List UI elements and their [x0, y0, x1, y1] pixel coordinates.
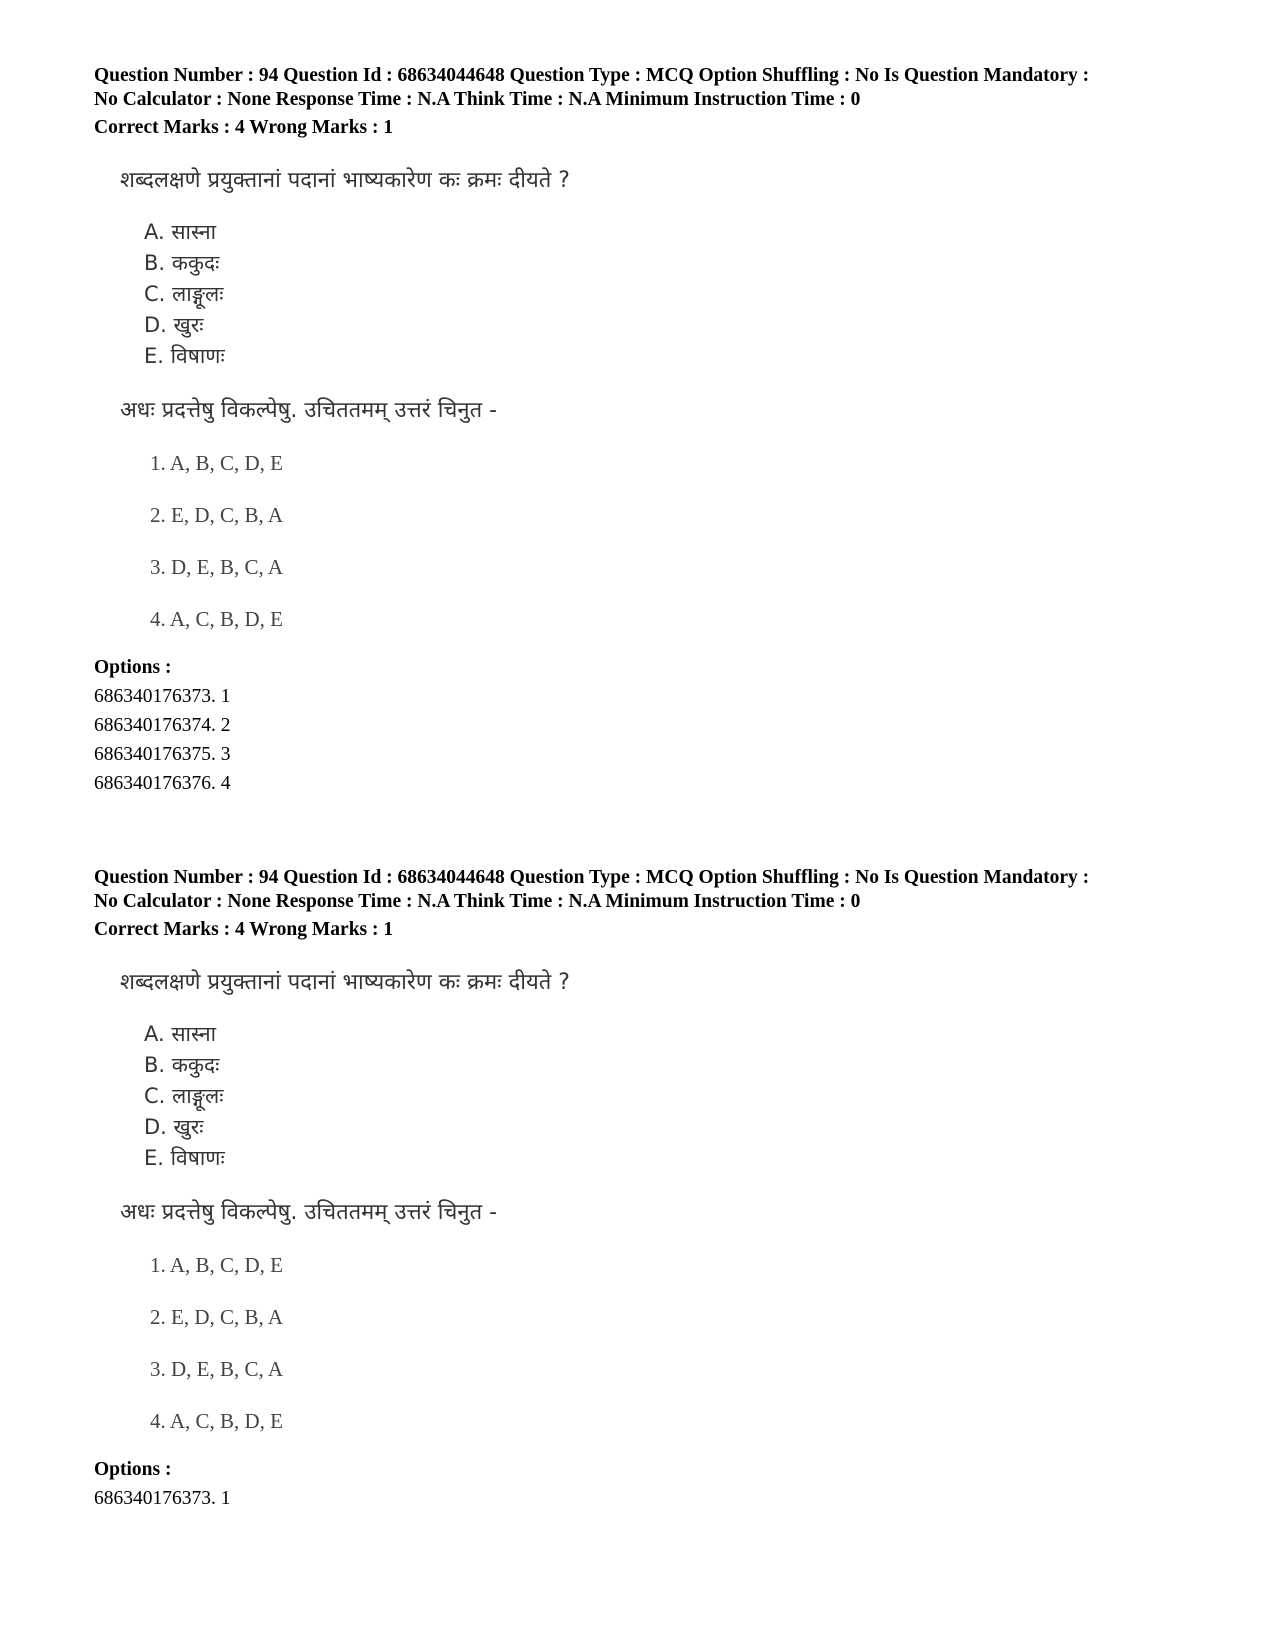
question-instruction: अधः प्रदत्तेषु विकल्पेषु. उचिततमम् उत्तरं चिनुत - [120, 1200, 498, 1225]
option-row: 686340176373. 1 [94, 1488, 231, 1509]
list-item: B. ककुदः [144, 1053, 220, 1077]
answer-choice: 3. D, E, B, C, A [150, 555, 284, 579]
question-text: शब्दलक्षणे प्रयुक्तानां पदानां भाष्यकारेण कः क्रमः दीयते ? [120, 168, 570, 193]
question-image [94, 164, 654, 724]
answer-choice: 3. D, E, B, C, A [150, 1357, 284, 1381]
question-image [94, 966, 654, 1526]
question-block-1 [94, 64, 1224, 824]
list-item: B. ककुदः [144, 251, 220, 275]
question-meta-line1: Question Number : 94 Question Id : 68634044648 Question Type : MCQ Option Shuffling : No Is Question Mandatory : [94, 867, 1090, 888]
question-marks: Correct Marks : 4 Wrong Marks : 1 [94, 117, 394, 138]
answer-choice: 4. A, C, B, D, E [150, 1409, 284, 1433]
question-block-2 [94, 866, 1224, 1526]
list-item: A. सास्ना [144, 1022, 217, 1046]
list-item: E. विषाणः [144, 344, 225, 368]
question-meta-line2: No Calculator : None Response Time : N.A Think Time : N.A Minimum Instruction Time : 0 [94, 89, 861, 110]
options-label: Options : [94, 1459, 172, 1480]
option-row: 686340176375. 3 [94, 744, 231, 765]
question-text: शब्दलक्षणे प्रयुक्तानां पदानां भाष्यकारेण कः क्रमः दीयते ? [120, 970, 570, 995]
answer-choice: 2. E, D, C, B, A [150, 503, 284, 527]
list-item: E. विषाणः [144, 1146, 225, 1170]
list-item: D. खुरः [144, 313, 204, 337]
answer-choice: 1. A, B, C, D, E [150, 451, 284, 475]
option-row: 686340176376. 4 [94, 773, 231, 794]
answer-choice: 4. A, C, B, D, E [150, 607, 284, 631]
question-instruction: अधः प्रदत्तेषु विकल्पेषु. उचिततमम् उत्तरं चिनुत - [120, 398, 498, 423]
options-label: Options : [94, 657, 172, 678]
question-meta-line1: Question Number : 94 Question Id : 68634044648 Question Type : MCQ Option Shuffling : No Is Question Mandatory : [94, 65, 1090, 86]
option-row: 686340176374. 2 [94, 715, 231, 736]
list-item: C. लाङ्गूलः [144, 282, 224, 306]
list-item: A. सास्ना [144, 220, 217, 244]
option-row: 686340176373. 1 [94, 686, 231, 707]
list-item: C. लाङ्गूलः [144, 1084, 224, 1108]
answer-choice: 2. E, D, C, B, A [150, 1305, 284, 1329]
list-item: D. खुरः [144, 1115, 204, 1139]
question-marks: Correct Marks : 4 Wrong Marks : 1 [94, 919, 394, 940]
question-meta-line2: No Calculator : None Response Time : N.A Think Time : N.A Minimum Instruction Time : 0 [94, 891, 861, 912]
answer-choice: 1. A, B, C, D, E [150, 1253, 284, 1277]
